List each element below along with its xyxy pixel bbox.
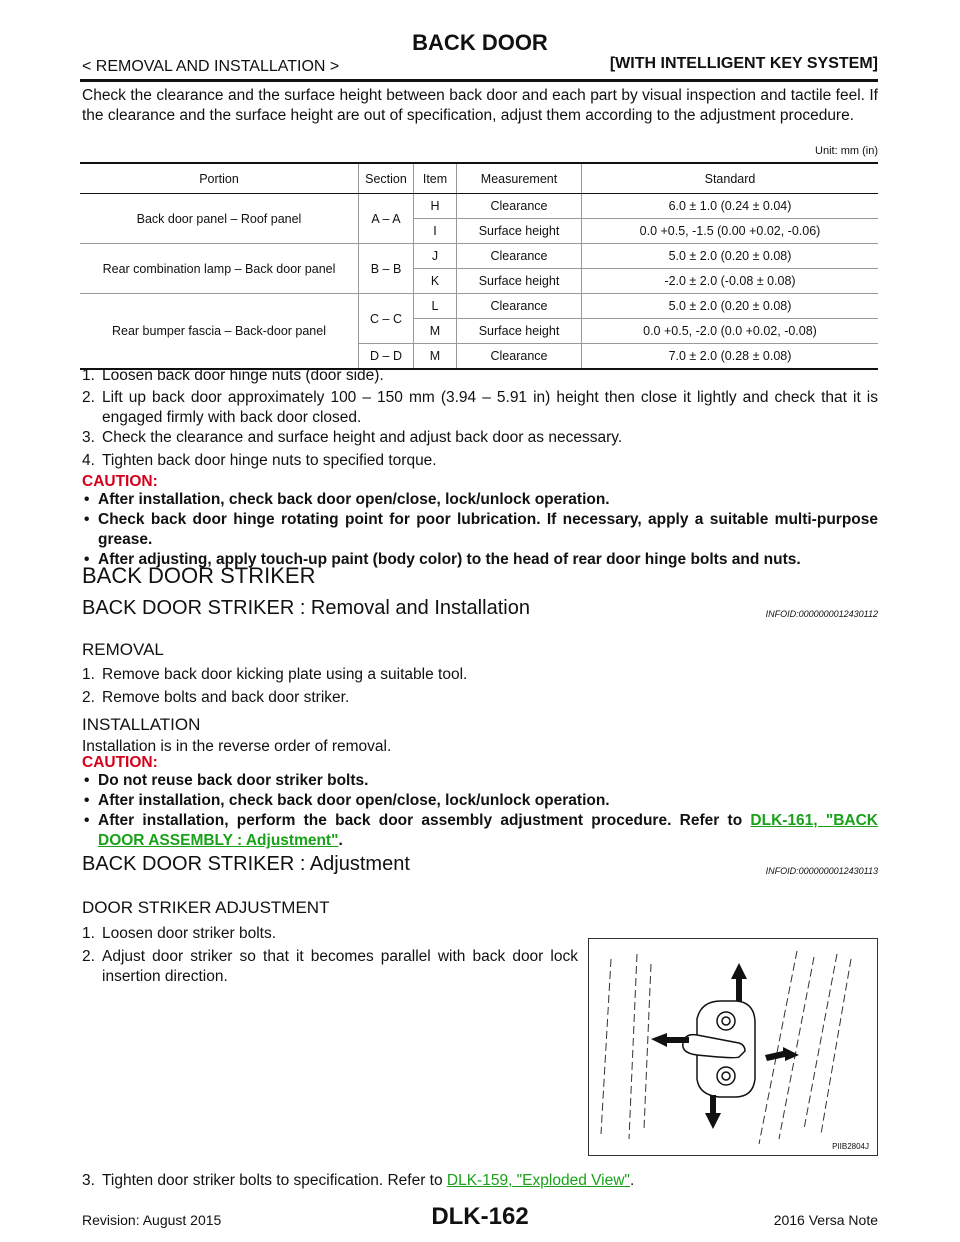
section-cell: A – A [359, 194, 414, 244]
info-id: INFOID:0000000012430113 [765, 866, 878, 876]
measurement-cell: Surface height [457, 319, 582, 344]
item-cell: K [414, 269, 457, 294]
figure-code: PIIB2804J [832, 1142, 869, 1151]
installation-text: Installation is in the reverse order of removal. [82, 738, 392, 755]
measurement-cell: Surface height [457, 269, 582, 294]
step-text: Remove back door kicking plate using a suitable tool. [102, 666, 468, 683]
page-title: BACK DOOR [412, 30, 548, 55]
section-label: < REMOVAL AND INSTALLATION > [82, 58, 340, 75]
standard-cell: 5.0 ± 2.0 (0.20 ± 0.08) [582, 294, 879, 319]
caution-text: Check back door hinge rotating point for poor lubrication. If necessary, apply a suitable multi-purpose grease. [98, 511, 878, 548]
list-item [82, 1171, 878, 1191]
step-text: Lift up back door approximately 100 – 150 mm (3.94 – 5.91 in) height then close it lightly and check that it is engaged firmly with back door closed. [102, 389, 878, 426]
step-number: 1. [82, 925, 95, 942]
dsa-heading: DOOR STRIKER ADJUSTMENT [82, 898, 330, 917]
step-text: Tighten door striker bolts to specification. Refer to DLK-159, "Exploded View". [102, 1172, 635, 1189]
caution-item [82, 490, 878, 510]
list-item [82, 947, 578, 987]
item-cell: L [414, 294, 457, 319]
step-number: 2. [82, 948, 95, 965]
striker-plate [683, 1001, 755, 1097]
unit-note: Unit: mm (in) [815, 145, 878, 157]
standard-cell: 0.0 +0.5, -1.5 (0.00 +0.02, -0.06) [582, 219, 879, 244]
column-header: Item [414, 163, 457, 194]
step-number: 1. [82, 367, 95, 384]
section-cell: C – C [359, 294, 414, 344]
step-number: 2. [82, 689, 95, 706]
portion-cell: Rear bumper fascia – Back-door panel [80, 294, 359, 370]
subsection-heading: BACK DOOR STRIKER : Adjustment [82, 853, 410, 875]
caution-text: After installation, check back door open/close, lock/unlock operation. [98, 491, 610, 508]
bullet-icon: • [84, 812, 90, 829]
bullet-icon: • [84, 491, 90, 508]
door-striker-figure [588, 938, 878, 1156]
info-id: INFOID:0000000012430112 [765, 609, 878, 619]
column-header: Section [359, 163, 414, 194]
list-item [82, 388, 878, 428]
caution-item [82, 811, 878, 851]
table-row [80, 244, 878, 269]
section-heading: BACK DOOR STRIKER [82, 563, 316, 588]
list-item [82, 688, 878, 708]
clearance-spec-table [80, 162, 878, 370]
step-number: 1. [82, 666, 95, 683]
step-text: Loosen back door hinge nuts (door side). [102, 367, 384, 384]
portion-cell: Back door panel – Roof panel [80, 194, 359, 244]
measurement-cell: Clearance [457, 194, 582, 219]
step-number: 2. [82, 389, 95, 406]
caution-label: CAUTION: [82, 473, 158, 490]
revision-date: Revision: August 2015 [82, 1212, 222, 1228]
step-number: 4. [82, 452, 95, 469]
removal-heading: REMOVAL [82, 640, 164, 659]
item-cell: M [414, 344, 457, 370]
intro-paragraph: Check the clearance and the surface height between back door and each part by visual inspection and tactile feel. If the clearance and the surface height are out of specification, adjust them according to the adjustment procedure. [82, 87, 878, 124]
step-number: 3. [82, 1172, 95, 1189]
standard-cell: 0.0 +0.5, -2.0 (0.0 +0.02, -0.08) [582, 319, 879, 344]
caution-text: After installation, perform the back door assembly adjustment procedure. Refer to DLK-161, "BACK DOOR ASSEMBLY : Adjustment". [98, 812, 878, 849]
list-item [82, 451, 878, 471]
reference-link[interactable]: DLK-159, "Exploded View" [446, 1172, 630, 1189]
caution-text: After installation, check back door open/close, lock/unlock operation. [98, 792, 610, 809]
portion-cell: Rear combination lamp – Back door panel [80, 244, 359, 294]
column-header: Measurement [457, 163, 582, 194]
measurement-cell: Surface height [457, 219, 582, 244]
caution-text: After adjusting, apply touch-up paint (body color) to the head of rear door hinge bolts and nuts. [98, 551, 801, 568]
measurement-cell: Clearance [457, 244, 582, 269]
item-cell: H [414, 194, 457, 219]
bullet-icon: • [84, 772, 90, 789]
page-id: DLK-162 [431, 1203, 529, 1230]
caution-item [82, 510, 878, 550]
section-cell: B – B [359, 244, 414, 294]
column-header: Portion [80, 163, 359, 194]
item-cell: J [414, 244, 457, 269]
system-label: [WITH INTELLIGENT KEY SYSTEM] [609, 55, 878, 72]
table-row [80, 194, 878, 219]
bullet-icon: • [84, 511, 90, 528]
bullet-icon: • [84, 792, 90, 809]
section-cell: D – D [359, 344, 414, 370]
standard-cell: 7.0 ± 2.0 (0.28 ± 0.08) [582, 344, 879, 370]
model-year: 2016 Versa Note [773, 1212, 878, 1228]
bullet-icon: • [84, 551, 90, 568]
step-text: Check the clearance and surface height and adjust back door as necessary. [102, 429, 623, 446]
list-item [82, 665, 878, 685]
caution-text: Do not reuse back door striker bolts. [98, 772, 369, 789]
table-header-row [80, 163, 878, 194]
header-rule [80, 79, 878, 82]
column-header: Standard [582, 163, 879, 194]
striker-illustration [589, 939, 877, 1155]
item-cell: M [414, 319, 457, 344]
step-number: 3. [82, 429, 95, 446]
standard-cell: -2.0 ± 2.0 (-0.08 ± 0.08) [582, 269, 879, 294]
caution-label: CAUTION: [82, 754, 158, 771]
list-item [82, 924, 582, 944]
step-text: Loosen door striker bolts. [102, 925, 277, 942]
item-cell: I [414, 219, 457, 244]
list-item [82, 428, 878, 448]
caution-item [82, 791, 878, 811]
measurement-cell: Clearance [457, 344, 582, 370]
step-text: Adjust door striker so that it becomes parallel with back door lock insertion direction. [102, 948, 578, 985]
step-text: Remove bolts and back door striker. [102, 689, 350, 706]
standard-cell: 5.0 ± 2.0 (0.20 ± 0.08) [582, 244, 879, 269]
list-item [82, 366, 878, 386]
table-row [80, 294, 878, 319]
installation-heading: INSTALLATION [82, 715, 201, 734]
standard-cell: 6.0 ± 1.0 (0.24 ± 0.04) [582, 194, 879, 219]
measurement-cell: Clearance [457, 294, 582, 319]
subsection-heading: BACK DOOR STRIKER : Removal and Installation [82, 597, 530, 619]
step-text: Tighten back door hinge nuts to specified torque. [102, 452, 437, 469]
reference-link[interactable]: DLK-161, "BACK DOOR ASSEMBLY : Adjustment" [98, 812, 878, 849]
caution-item [82, 771, 878, 791]
